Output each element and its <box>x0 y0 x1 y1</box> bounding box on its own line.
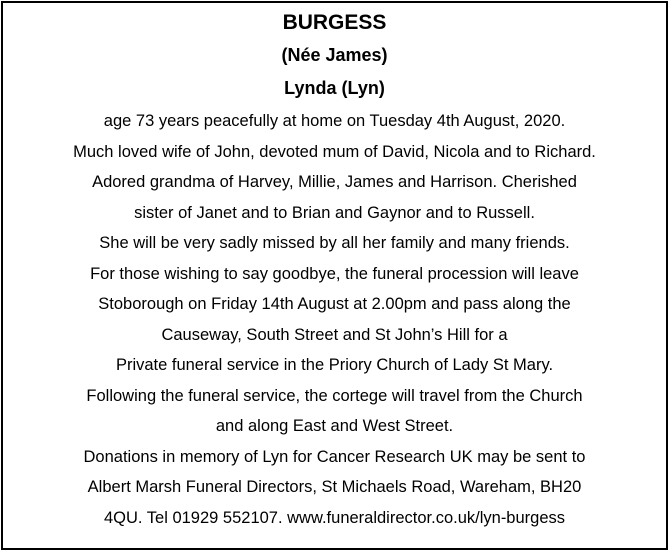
notice-forename: Lynda (Lyn) <box>284 78 385 98</box>
notice-line: 4QU. Tel 01929 552107. www.funeraldirector.co.uk/lyn-burgess <box>103 508 566 527</box>
death-notice <box>1 1 668 550</box>
notice-line: Donations in memory of Lyn for Cancer Research UK may be sent to <box>83 447 586 466</box>
notice-line: Albert Marsh Funeral Directors, St Michaels Road, Wareham, BH20 <box>87 478 582 496</box>
notice-surname: BURGESS <box>282 11 387 34</box>
notice-line: Adored grandma of Harvey, Millie, James and Harrison. Cherished <box>92 173 577 191</box>
notice-line: She will be very sadly missed by all her family and many friends. <box>99 234 570 252</box>
notice-line: Stoborough on Friday 14th August at 2.00pm and pass along the <box>98 295 571 313</box>
notice-line: and along East and West Street. <box>215 417 454 435</box>
notice-line: age 73 years peacefully at home on Tuesday 4th August, 2020. <box>103 112 566 130</box>
notice-line: Much loved wife of John, devoted mum of David, Nicola and to Richard. <box>73 142 596 161</box>
notice-line: For those wishing to say goodbye, the funeral procession will leave <box>90 264 579 283</box>
notice-line: Private funeral service in the Priory Church of Lady St Mary. <box>115 356 554 374</box>
notice-body <box>3 106 666 533</box>
notice-line: Following the funeral service, the cortege will travel from the Church <box>86 386 583 405</box>
notice-line: sister of Janet and to Brian and Gaynor and to Russell. <box>134 203 535 222</box>
notice-line: Causeway, South Street and St John’s Hill for a <box>161 325 508 344</box>
notice-maiden-name: (Née James) <box>281 45 388 65</box>
